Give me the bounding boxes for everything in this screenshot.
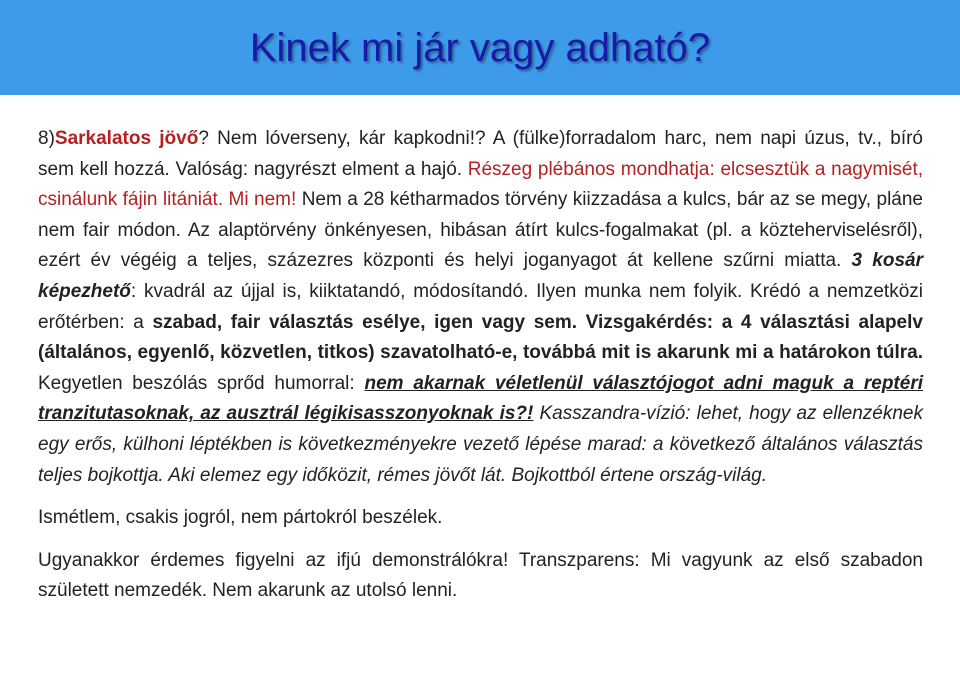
text-run-emphasis: Sarkalatos jövő — [54, 128, 199, 149]
page-title: Kinek mi jár vagy adható? — [249, 26, 711, 70]
text-run: 8) — [38, 128, 55, 149]
text-run: Nem a 28 kétharmados törvény kiizzadása a kulcs, bár az se megy, pláne nem fair módon. Az alaptörvény önkényesen, hibásan átírt kulcs-fogalmakat (pl. a közteherviselésről), ezért év végéig a teljes, százezres központi és helyi joganyagot át kellene szűrni miatta. — [38, 189, 924, 272]
paragraph-youth: Ugyanakkor érdemes figyelni az ifjú demonstrálókra! Transzparens: Mi vagyunk az első szabadon született nemzedék. Nem akarunk az utolsó lenni. — [38, 549, 923, 602]
text-run-italic: Kasszandra-vízió: lehet, hogy az ellenzéknek egy erős, külhoni léptékben is következményekre vezető lépése marad: a következő általános választás teljes bojkottja. Aki elemez egy időközit, rémes jövőt lát. Bojkottból értene ország-világ. — [38, 403, 923, 486]
text-run-red: Részeg plébános mondhatja: elcsesztük a nagymisét, csinálunk fájin litániát. Mi nem! — [38, 158, 924, 211]
text-run: ? Nem lóverseny, kár kapkodni!? A (fülke)forradalom harc, nem napi úzus, tv., bíró sem kell hozzá. Valóság: nagyrészt elment a hajó. — [38, 128, 924, 180]
text-run-bold-italic: 3 kosár képezhető — [38, 250, 924, 302]
text-run-bold-italic-underline: nem akarnak véletlenül választójogot adni maguk a reptéri tranzitutasoknak, az ausztrál légikisasszonyoknak is?! — [38, 372, 923, 425]
text-run: : kvadrál az újjal is, kiiktatandó, módosítandó. Ilyen munka nem folyik. Krédó a nemzetközi erőtérben: a — [38, 280, 923, 333]
text-run: Kegyetlen beszólás sprőd humorral: — [38, 372, 365, 394]
slide-body — [38, 124, 923, 607]
paragraph-main — [38, 124, 923, 491]
text-run-bold: szabad, fair választás esélye, igen vagy sem. Vizsgakérdés: a 4 választási alapelv (általános, egyenlő, közvetlen, titkos) szavatolható-e, továbbá mit is akarunk mi a határokon túlra. — [38, 311, 923, 364]
paragraph-rights: Ismétlem, csakis jogról, nem pártokról beszélek. — [38, 507, 443, 529]
